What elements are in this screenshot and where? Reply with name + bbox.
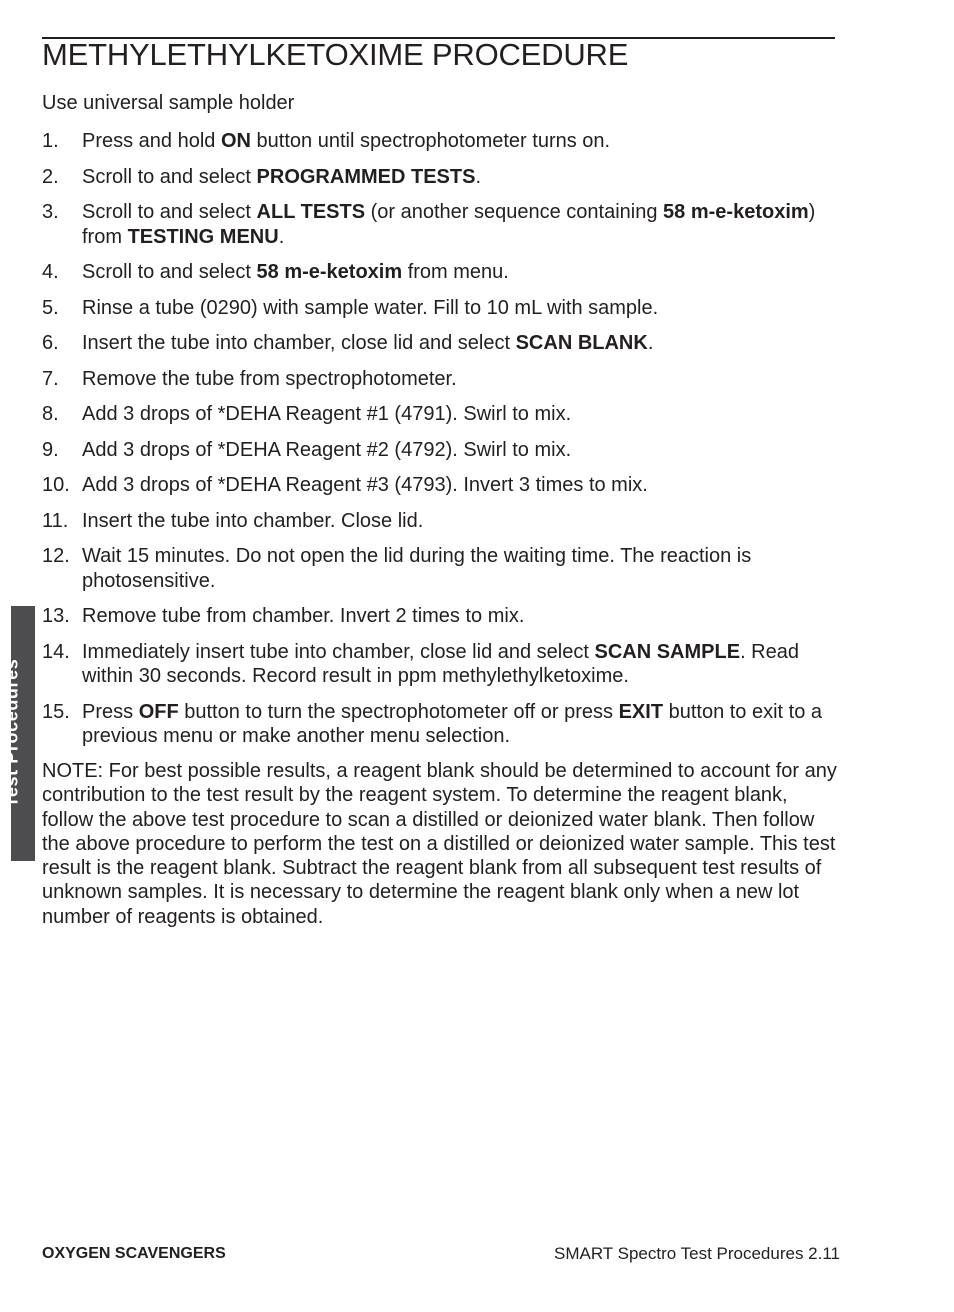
step-text-segment: Add 3 drops of *DEHA Reagent #3 (4793). Invert 3 times to mix. xyxy=(82,474,648,496)
step-text xyxy=(82,201,815,248)
step-text-segment: . xyxy=(647,332,654,354)
step-text-segment: Add 3 drops of *DEHA Reagent #1 (4791). Swirl to mix. xyxy=(82,403,572,425)
step-number: 8. xyxy=(42,403,59,425)
page-title: METHYLETHYLKETOXIME PROCEDURE xyxy=(42,37,629,72)
step-number: 15. xyxy=(42,700,70,723)
step-text-segment: . xyxy=(475,165,481,188)
procedure-step xyxy=(42,438,842,463)
side-tab-label: Test Procedures xyxy=(1,658,22,808)
procedure-step xyxy=(42,473,842,498)
step-text-segment: Scroll to and select xyxy=(82,261,257,283)
step-text-segment: Add 3 drops of *DEHA Reagent #2 (4792). Swirl to mix. xyxy=(82,438,572,461)
procedure-step xyxy=(42,129,842,154)
step-text xyxy=(82,510,423,532)
step-text xyxy=(82,403,571,425)
procedure-step xyxy=(42,402,842,427)
step-number: 13. xyxy=(42,605,70,627)
footer-page-reference: SMART Spectro Test Procedures 2.11 xyxy=(554,1244,840,1263)
step-text-segment: from menu. xyxy=(402,261,509,283)
step-text-segment: Immediately insert tube into chamber, close lid and select xyxy=(82,640,595,663)
step-text-segment: (or another sequence containing xyxy=(365,201,664,223)
step-text xyxy=(82,166,481,188)
step-text xyxy=(82,368,457,390)
reagent-blank-note: NOTE: For best possible results, a reagent blank should be determined to account for any contribution to the test result by the reagent system. To determine the reagent blank, follow the above test procedure to scan a distilled or deionized water blank. Then follow the above procedure to perform the test on a distilled or deionized water sample. This test result is the reagent blank. Subtract the reagent blank from all subsequent test results of unknown samples. It is necessary to determine the reagent blank only when a new lot number of reagents is obtained. xyxy=(42,760,837,928)
step-keyword: PROGRAMMED TESTS xyxy=(256,165,476,188)
step-text xyxy=(82,332,653,354)
step-text-segment: Remove the tube from spectrophotometer. xyxy=(82,367,457,390)
step-text xyxy=(82,641,799,688)
step-text-segment: Press xyxy=(82,700,139,723)
step-text-segment: button to exit to a previous menu or make another menu selection. xyxy=(82,700,823,747)
step-text-segment: Wait 15 minutes. Do not open the lid during the waiting time. The reaction is photosensitive. xyxy=(82,545,752,592)
procedure-step xyxy=(42,509,842,534)
procedure-step xyxy=(42,200,842,249)
procedure-step xyxy=(42,700,842,749)
step-text xyxy=(82,130,610,152)
step-text xyxy=(82,297,658,319)
step-text-segment: Press and hold xyxy=(82,130,221,152)
procedure-step xyxy=(42,165,842,190)
step-number: 2. xyxy=(42,165,59,188)
step-text-segment: ) from xyxy=(82,201,816,248)
step-keyword: ALL TESTS xyxy=(256,201,366,223)
procedure-step xyxy=(42,604,842,629)
step-text xyxy=(82,545,751,592)
step-number: 10. xyxy=(42,474,70,496)
step-number: 6. xyxy=(42,332,59,354)
step-text-segment: . Read within 30 seconds. Record result in ppm methylethylketoxime. xyxy=(82,640,799,687)
step-text-segment: Rinse a tube (0290) with sample water. Fill to 10 mL with sample. xyxy=(82,296,659,319)
step-number: 3. xyxy=(42,201,59,223)
step-text xyxy=(82,261,509,283)
step-keyword: SCAN BLANK xyxy=(515,332,648,354)
step-text-segment: Scroll to and select xyxy=(82,201,257,223)
step-keyword: EXIT xyxy=(618,700,664,723)
footer-section-name: OXYGEN SCAVENGERS xyxy=(42,1245,226,1262)
step-number: 11. xyxy=(42,509,69,532)
step-text xyxy=(82,605,524,627)
procedure-step xyxy=(42,260,842,285)
step-keyword: OFF xyxy=(138,700,179,723)
step-keyword: ON xyxy=(220,130,251,152)
step-number: 5. xyxy=(42,296,59,319)
procedure-step xyxy=(42,544,842,593)
step-number: 1. xyxy=(42,130,59,152)
step-text-segment: . xyxy=(278,225,285,248)
step-number: 7. xyxy=(42,367,59,390)
procedure-steps xyxy=(42,129,842,760)
procedure-step xyxy=(42,640,842,689)
step-number: 12. xyxy=(42,545,70,567)
step-text-segment: button to turn the spectrophotometer off or press xyxy=(178,700,619,723)
step-text xyxy=(82,474,648,496)
step-text-segment: Remove tube from chamber. Invert 2 times to mix. xyxy=(82,605,525,627)
step-text xyxy=(82,701,822,748)
step-keyword: 58 m-e-ketoxim xyxy=(663,201,809,223)
step-number: 9. xyxy=(42,438,59,461)
sample-holder-instruction: Use universal sample holder xyxy=(42,92,295,114)
step-number: 14. xyxy=(42,640,70,663)
step-text-segment: Insert the tube into chamber. Close lid. xyxy=(82,509,424,532)
step-number: 4. xyxy=(42,261,59,283)
step-text-segment: Scroll to and select xyxy=(82,165,257,188)
step-keyword: 58 m-e-ketoxim xyxy=(256,261,403,283)
step-text-segment: Insert the tube into chamber, close lid and select xyxy=(82,332,516,354)
step-text-segment: button until spectrophotometer turns on. xyxy=(250,130,611,152)
step-text xyxy=(82,439,571,461)
procedure-step xyxy=(42,331,842,356)
step-keyword: TESTING MENU xyxy=(127,225,279,248)
procedure-step xyxy=(42,367,842,392)
step-keyword: SCAN SAMPLE xyxy=(594,640,741,663)
procedure-step xyxy=(42,296,842,321)
